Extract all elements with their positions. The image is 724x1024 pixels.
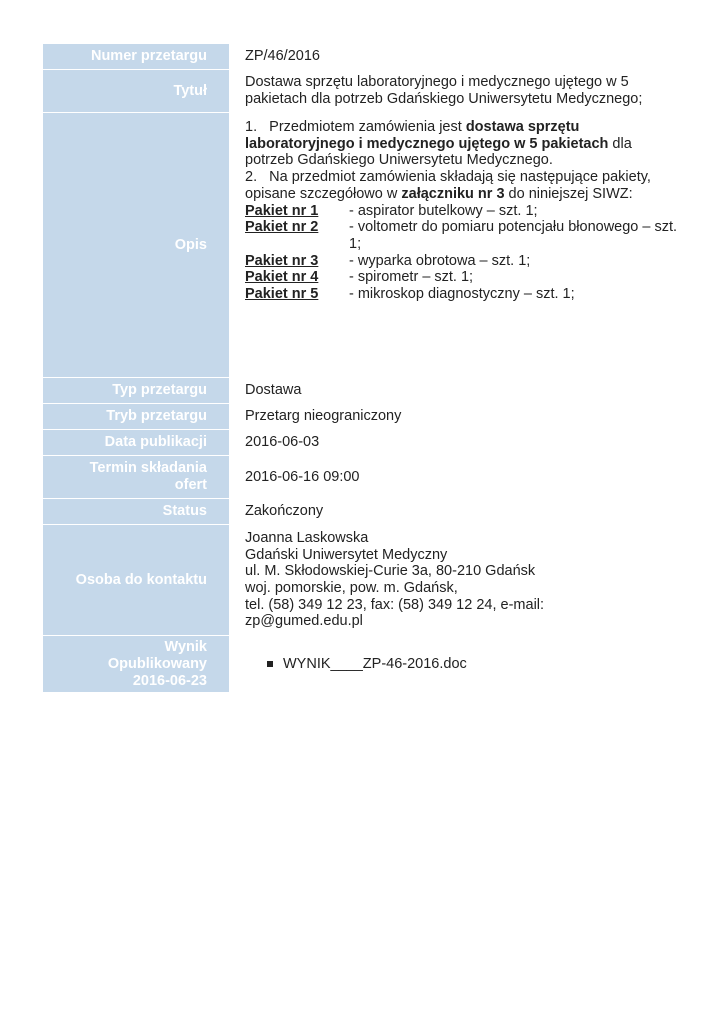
label-opis: Opis	[43, 113, 229, 377]
result-file-item	[245, 656, 683, 673]
pakiet-desc: - mikroskop diagnostyczny – szt. 1;	[349, 286, 575, 303]
pakiet-4	[245, 269, 683, 286]
contact-address: ul. M. Skłodowskiej-Curie 3a, 80-210 Gdańsk	[245, 563, 536, 580]
opis-p1-bold: dostawa sprzętu laboratoryjnego i medycznego ujętego w 5 pakietach	[245, 119, 609, 152]
pakiet-desc: - aspirator butelkowy – szt. 1;	[349, 202, 538, 219]
label-data: Data publikacji	[43, 430, 229, 455]
value-data: 2016-06-03	[245, 434, 320, 451]
opis-paragraph-1	[245, 119, 683, 169]
label-wynik-line-1: Wynik	[164, 638, 207, 655]
label-status: Status	[43, 499, 229, 524]
opis-p2-suffix: do niniejszej SIWZ:	[504, 185, 633, 202]
pakiet-name: Pakiet nr 1	[245, 202, 319, 219]
value-termin: 2016-06-16 09:00	[245, 468, 360, 485]
tender-table	[43, 43, 683, 693]
label-termin-line-2: ofert	[174, 477, 207, 493]
row-termin	[43, 456, 683, 498]
value-tryb: Przetarg nieograniczony	[245, 408, 402, 425]
value-status: Zakończony	[245, 503, 324, 520]
pakiet-desc: - spirometr – szt. 1;	[349, 269, 474, 286]
contact-phone: tel. (58) 349 12 23, fax: (58) 349 12 24, e-mail:	[245, 596, 545, 613]
value-opis	[229, 113, 683, 377]
pakiet-name: Pakiet nr 4	[245, 269, 319, 286]
bullet-icon	[267, 661, 273, 667]
contact-email[interactable]: zp@gumed.edu.pl	[245, 613, 363, 630]
value-tytul: Dostawa sprzętu laboratoryjnego i medycznego ujętego w 5 pakietach dla potrzeb Gdańskiego Uniwersytetu Medycznego;	[245, 74, 643, 107]
pakiet-desc: - wyparka obrotowa – szt. 1;	[349, 252, 531, 269]
result-file-link[interactable]: WYNIK____ZP-46-2016.doc	[283, 655, 467, 672]
label-wynik-line-2: Opublikowany	[107, 655, 207, 672]
contact-institution: Gdański Uniwersytet Medyczny	[245, 546, 448, 563]
label-tytul: Tytuł	[43, 70, 229, 112]
pakiet-name: Pakiet nr 5	[245, 286, 319, 303]
label-tryb: Tryb przetargu	[43, 404, 229, 429]
label-wynik-line-3: 2016-06-23	[132, 672, 207, 689]
value-wynik	[229, 636, 683, 692]
opis-p2-prefix: 2. Na przedmiot zamówienia składają się następujące pakiety, opisane szczegółowo w	[245, 169, 651, 202]
pakiet-2	[245, 219, 683, 252]
opis-p1-prefix: 1. Przedmiotem zamówienia jest	[245, 119, 466, 135]
pakiet-3	[245, 253, 683, 270]
row-wynik	[43, 636, 683, 692]
value-typ: Dostawa	[245, 382, 302, 399]
opis-p1-suffix: dla potrzeb Gdańskiego Uniwersytetu Medycznego.	[245, 135, 632, 169]
value-osoba	[229, 525, 683, 635]
opis-p2-bold: załączniku nr 3	[401, 185, 505, 202]
pakiet-1	[245, 203, 683, 220]
row-osoba	[43, 525, 683, 635]
row-data	[43, 430, 683, 455]
label-termin	[43, 456, 229, 498]
row-tytul	[43, 70, 683, 112]
pakiet-desc: - voltometr do pomiaru potencjału błonowego – szt. 1;	[349, 219, 678, 252]
row-typ	[43, 378, 683, 403]
contact-name: Joanna Laskowska	[245, 529, 369, 546]
label-termin-line-1: Termin składania	[89, 460, 207, 476]
row-numer	[43, 44, 683, 69]
row-opis	[43, 113, 683, 377]
row-status	[43, 499, 683, 524]
row-tryb	[43, 404, 683, 429]
pakiet-name: Pakiet nr 3	[245, 252, 319, 269]
label-typ: Typ przetargu	[43, 378, 229, 403]
value-numer: ZP/46/2016	[245, 48, 320, 65]
opis-paragraph-2	[245, 169, 683, 202]
contact-region: woj. pomorskie, pow. m. Gdańsk,	[245, 580, 458, 596]
pakiet-name: Pakiet nr 2	[245, 219, 319, 236]
label-numer: Numer przetargu	[43, 44, 229, 69]
label-osoba: Osoba do kontaktu	[43, 525, 229, 635]
label-wynik	[43, 636, 229, 692]
pakiet-5	[245, 286, 683, 303]
